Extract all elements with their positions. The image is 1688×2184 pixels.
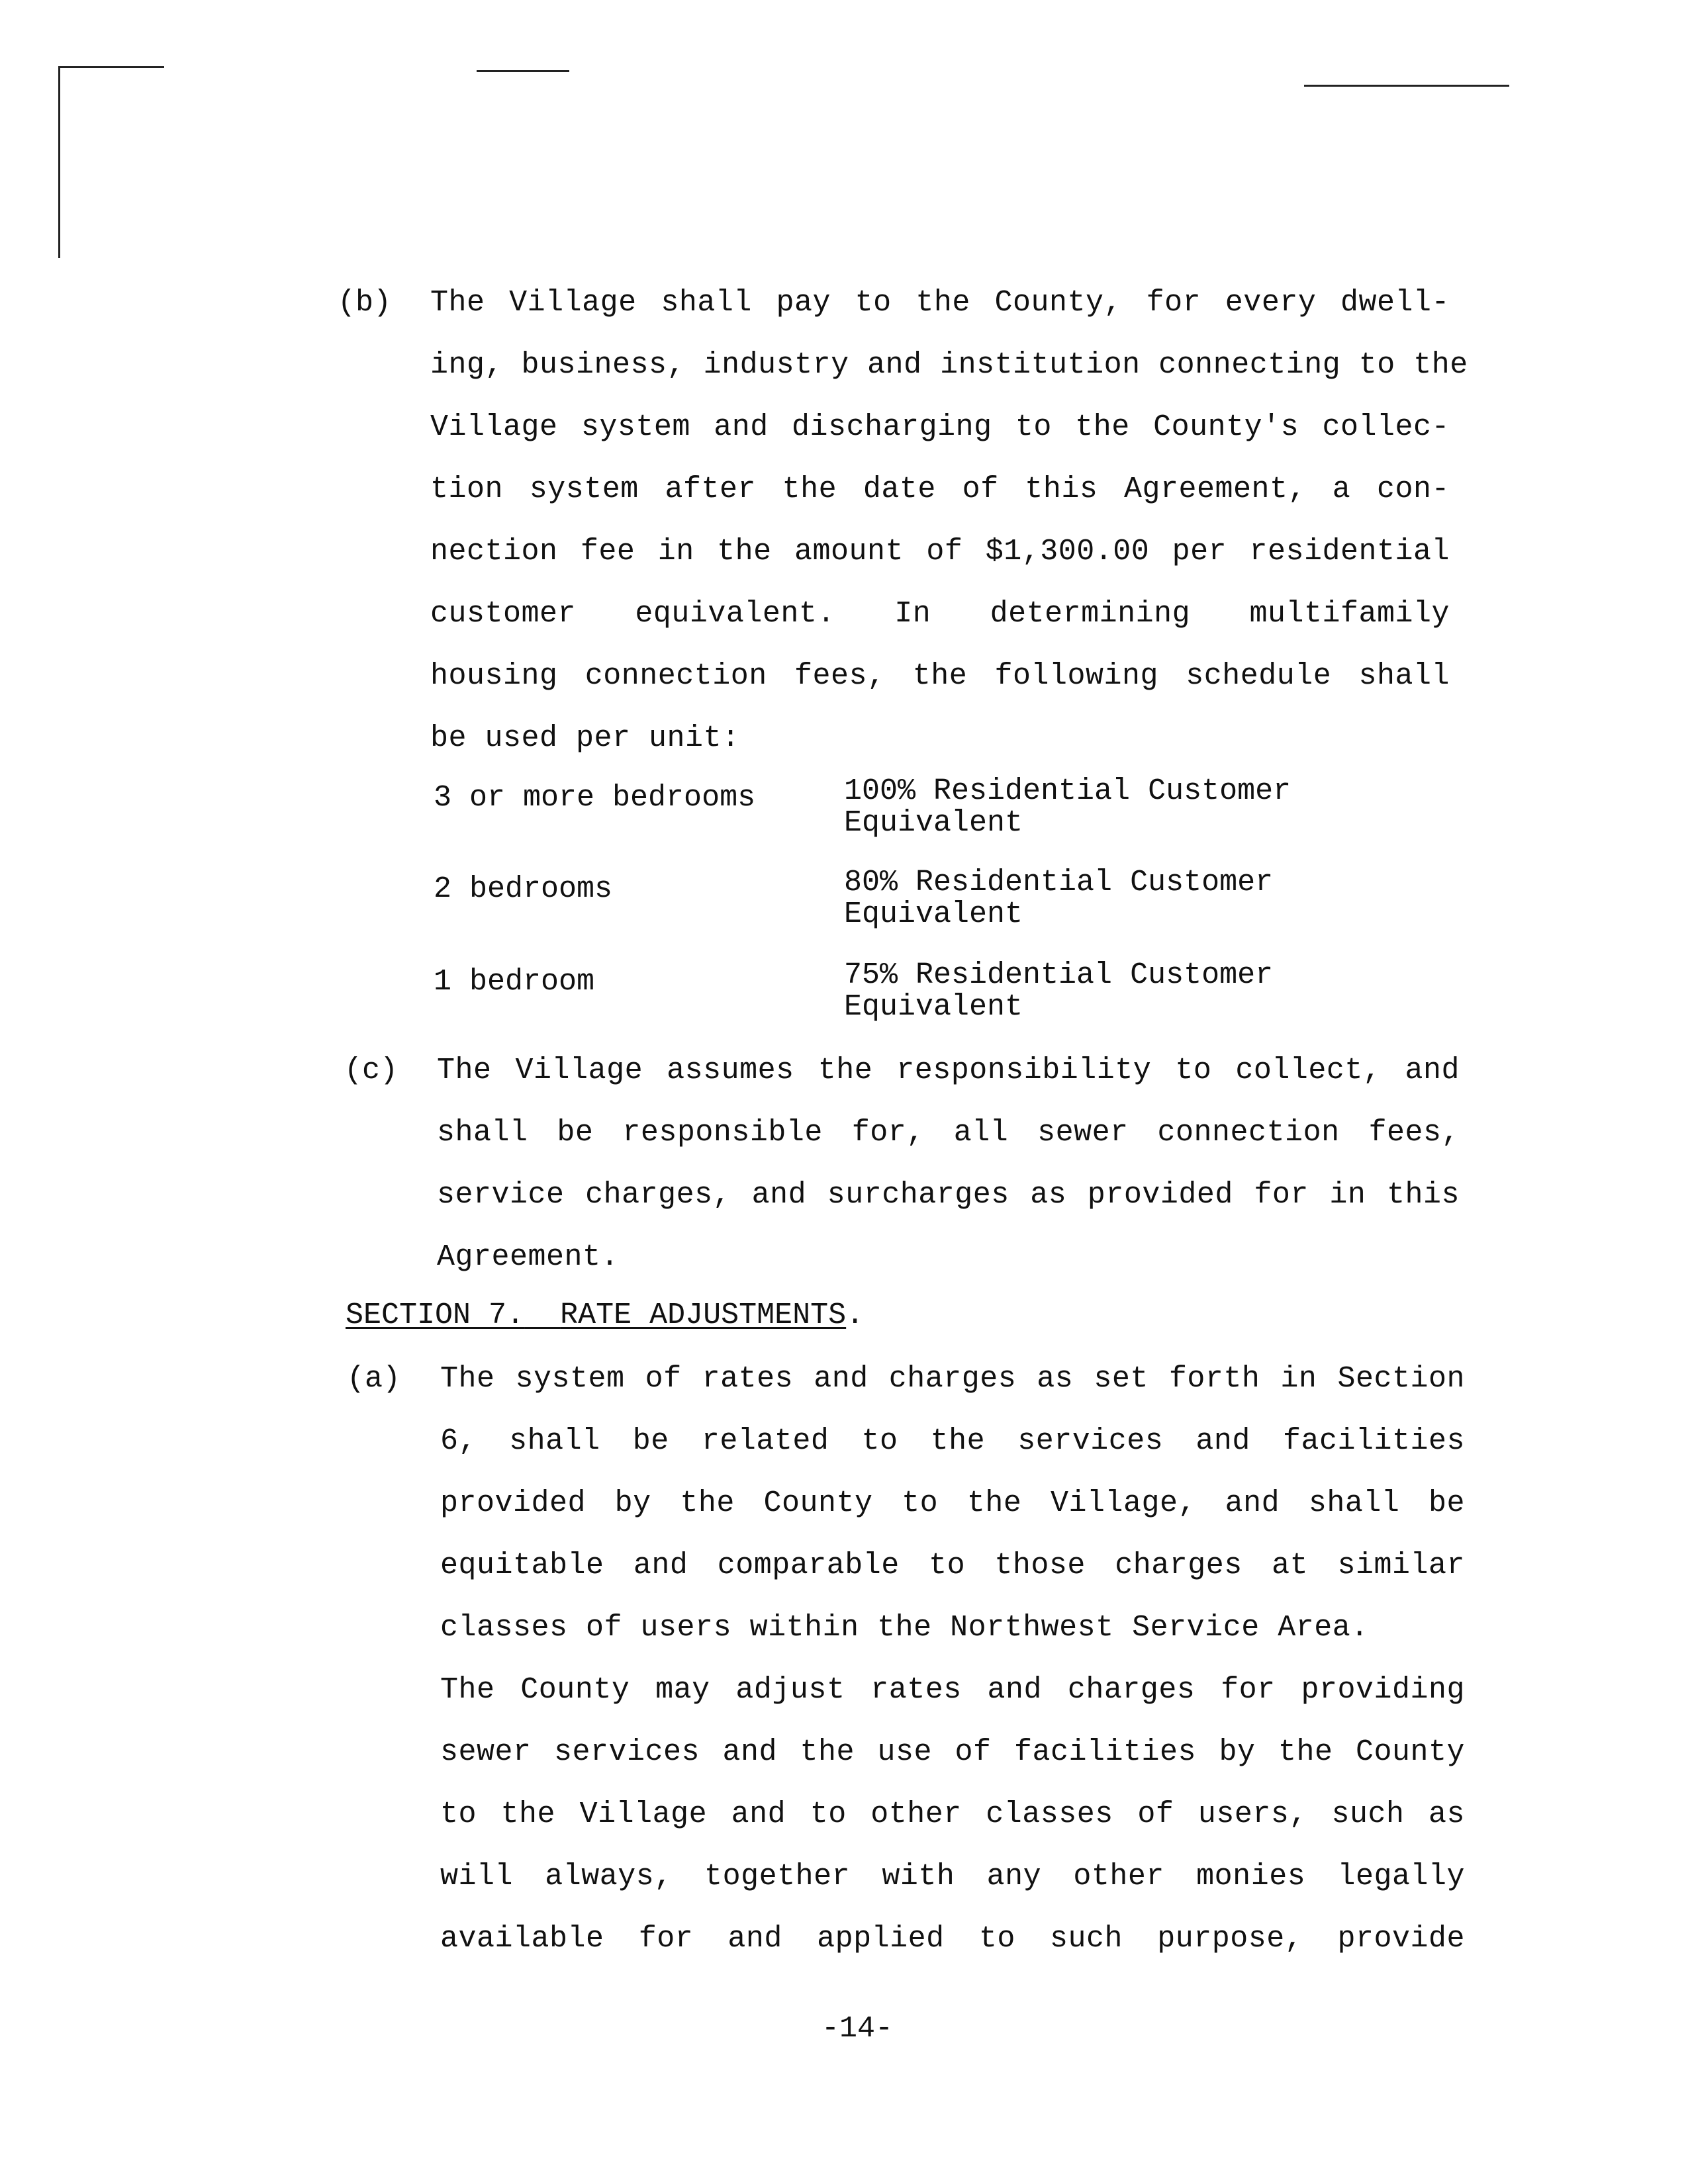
para-b-line-6: customer equivalent. In determining multifamily [430, 597, 1450, 631]
schedule-pct-1-line1: 100% Residential Customer [844, 774, 1291, 808]
para-b-line-4: tion system after the date of this Agreement, a con- [430, 473, 1450, 506]
scan-mark-top-center [477, 70, 569, 72]
para-b-label: (b) [338, 286, 392, 320]
corner-mark-horizontal [58, 66, 164, 68]
para-b-line-8: be used per unit: [430, 721, 740, 755]
para-c-label: (c) [344, 1054, 399, 1087]
para-b-line-3: Village system and discharging to the County's collec- [430, 410, 1450, 444]
corner-mark-vertical [58, 66, 60, 258]
para-a-line-5: classes of users within the Northwest Service Area. [440, 1611, 1369, 1645]
para-a-line-9: will always, together with any other monies legally [440, 1860, 1465, 1893]
para-a-line-1: The system of rates and charges as set forth in Section [440, 1362, 1465, 1396]
para-b-line-2: ing, business, industry and institution connecting to the [430, 348, 1468, 382]
schedule-units-3: 1 bedroom [434, 965, 595, 999]
para-c-line-1: The Village assumes the responsibility to collect, and [437, 1054, 1460, 1087]
para-a-line-4: equitable and comparable to those charges at similar [440, 1549, 1465, 1582]
para-a-line-2: 6, shall be related to the services and facilities [440, 1424, 1465, 1458]
para-b-line-7: housing connection fees, the following schedule shall [430, 659, 1450, 693]
schedule-pct-3-line1: 75% Residential Customer [844, 958, 1274, 992]
section-7-number: SECTION 7. [346, 1298, 525, 1332]
schedule-pct-2-line2: Equivalent [844, 897, 1023, 931]
page-number: -14- [821, 2012, 894, 2046]
section-7-trailing: . [846, 1298, 865, 1332]
para-c-line-3: service charges, and surcharges as provided for in this [437, 1178, 1460, 1212]
schedule-pct-1-line2: Equivalent [844, 806, 1023, 840]
para-c-line-2: shall be responsible for, all sewer connection fees, [437, 1116, 1460, 1150]
para-c-line-4: Agreement. [437, 1240, 620, 1274]
section-7-title: RATE ADJUSTMENTS [560, 1298, 847, 1332]
para-a-line-6: The County may adjust rates and charges for providing [440, 1673, 1465, 1707]
schedule-pct-2-line1: 80% Residential Customer [844, 866, 1274, 899]
schedule-units-1: 3 or more bedrooms [434, 781, 756, 815]
para-a-line-7: sewer services and the use of facilities by the County [440, 1735, 1465, 1769]
section-7-gap [524, 1298, 560, 1332]
para-a-line-8: to the Village and to other classes of users, such as [440, 1797, 1465, 1831]
section-7-heading [346, 1298, 864, 1333]
para-b-line-1: The Village shall pay to the County, for every dwell- [430, 286, 1450, 320]
para-a-line-10: available for and applied to such purpose, provide [440, 1922, 1465, 1956]
para-a-label: (a) [347, 1362, 401, 1396]
para-b-line-5: nection fee in the amount of $1,300.00 per residential [430, 535, 1450, 569]
schedule-units-2: 2 bedrooms [434, 872, 613, 906]
schedule-pct-3-line2: Equivalent [844, 990, 1023, 1024]
para-a-line-3: provided by the County to the Village, and shall be [440, 1486, 1465, 1520]
scan-mark-top-right [1304, 85, 1509, 87]
